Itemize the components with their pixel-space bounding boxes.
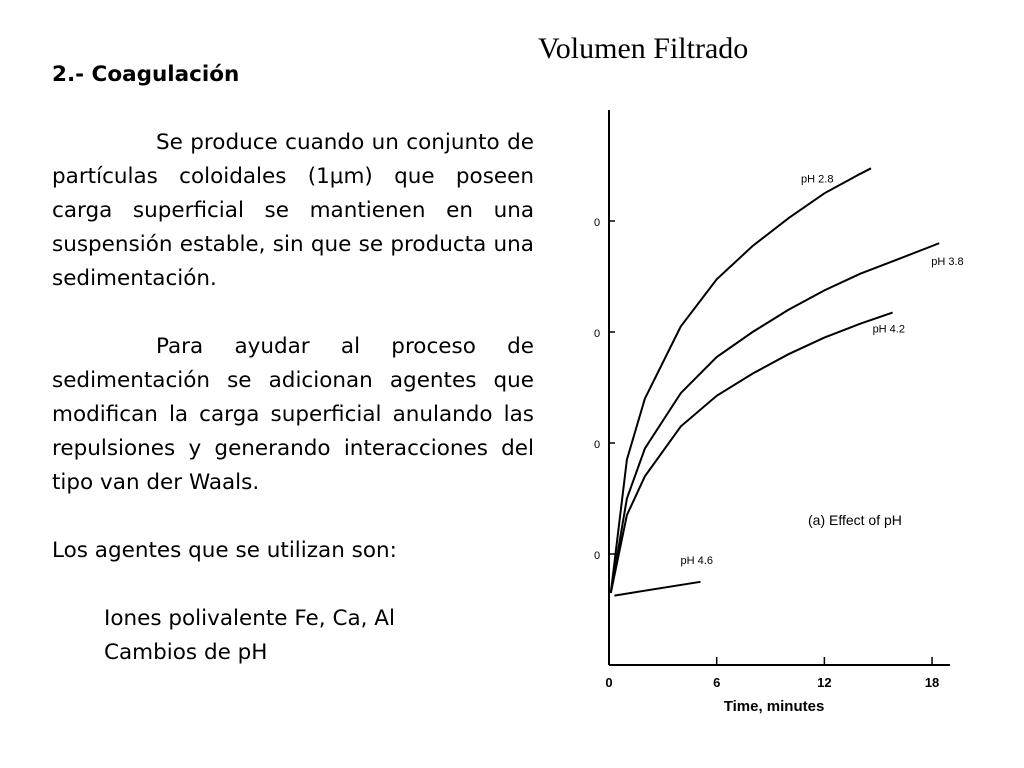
y-tick-label: 0 — [593, 550, 601, 562]
series-line — [614, 582, 700, 596]
series-label: pH 4.6 — [680, 554, 713, 567]
y-tick-label: 0 — [593, 217, 601, 229]
text-column — [52, 58, 534, 670]
series-label: pH 2.8 — [801, 173, 834, 186]
agent-item: Cambios de pH — [104, 640, 268, 665]
x-axis-title: Time, minutes — [723, 698, 825, 715]
chart-svg — [580, 100, 964, 720]
figure-title: Volumen Filtrado — [538, 32, 749, 65]
x-tick-label: 18 — [924, 675, 940, 690]
x-tick-label: 12 — [817, 675, 832, 690]
agents-intro: Los agentes que se utilizan son: — [52, 538, 397, 563]
y-tick-label: 0 — [593, 328, 601, 340]
section-title: 2.- Coagulación — [52, 62, 240, 87]
filtration-chart — [580, 100, 964, 720]
series-line — [611, 243, 939, 593]
series-label: pH 4.2 — [872, 323, 905, 336]
series-label: pH 3.8 — [931, 256, 964, 269]
agent-item: Iones polivalente Fe, Ca, Al — [104, 606, 395, 631]
x-tick-label: 0 — [605, 675, 613, 690]
series-line — [611, 313, 893, 593]
paragraph-1: Se produce cuando un conjunto de partículas coloidales (1μm) que poseen carga superficial se mantienen en una suspensión estable, sin que se producta una sedimentación. — [52, 130, 534, 291]
paragraph-2: Para ayudar al proceso de sedimentación se adicionan agentes que modifican la carga superficial anulando las repulsiones y generando interacciones del tipo van der Waals. — [52, 334, 534, 495]
chart-annotation: (a) Effect of pH — [808, 512, 902, 528]
x-tick-label: 6 — [713, 675, 721, 690]
y-tick-label: 0 — [593, 439, 601, 451]
